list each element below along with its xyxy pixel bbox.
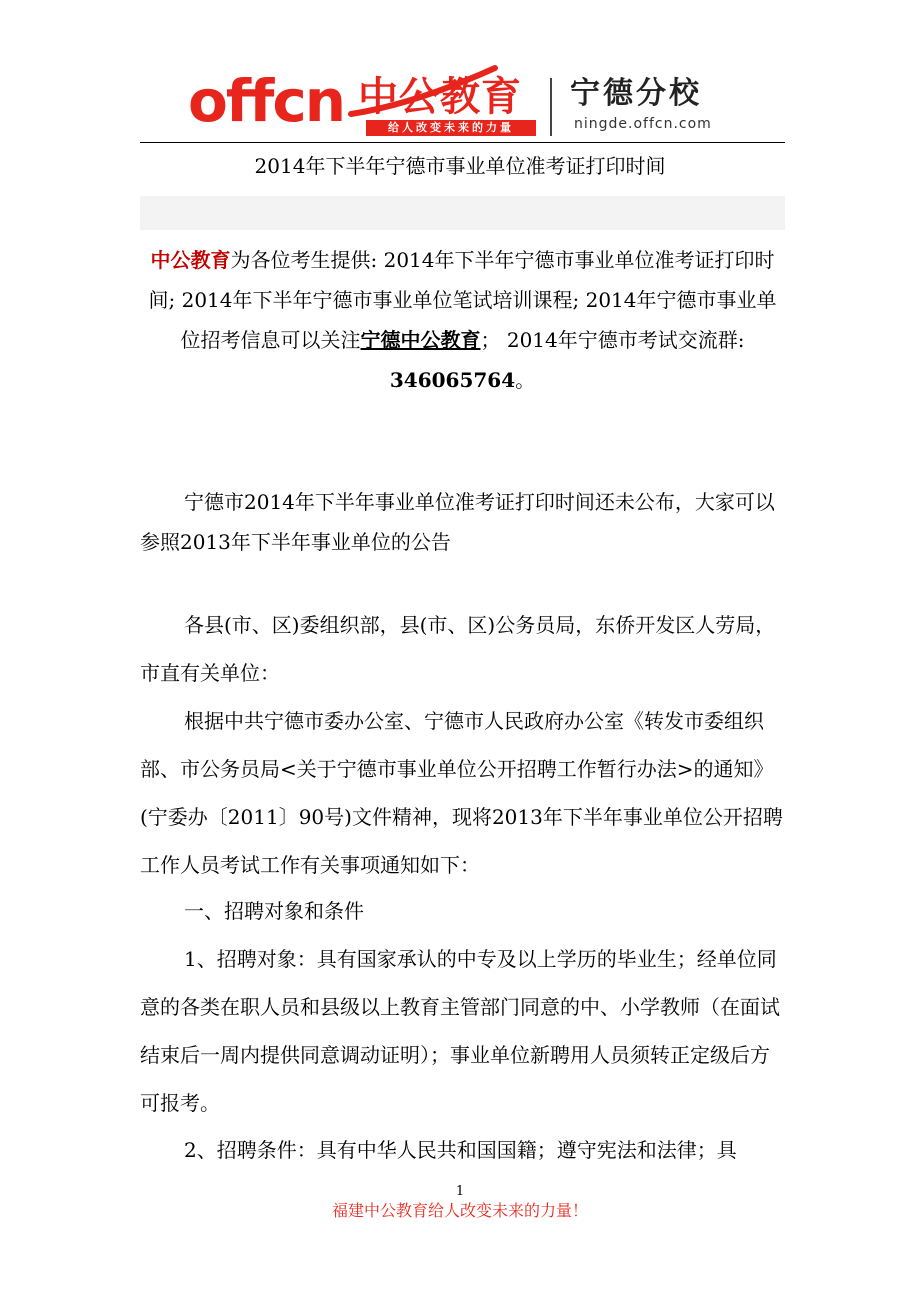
logo-slogan: 给人改变未来的力量	[366, 120, 536, 136]
page-number: 1	[455, 1184, 465, 1199]
shaded-band	[140, 196, 785, 230]
intro-end: 。	[515, 368, 536, 392]
recruitment-objects-paragraph: 1、招聘对象：具有国家承认的中专及以上学历的毕业生；经单位同意的各类在职人员和县级以上教育主管部门同意的中、小学教师（在面试结束后一周内提供同意调动证明）；事业单位新聘用人员须转正定级后方可报考。	[140, 947, 780, 1115]
header-divider	[550, 78, 552, 136]
header-logo-bar	[140, 60, 785, 142]
intro-paragraph	[140, 240, 785, 400]
logo-chinese-name: 中公教育	[358, 74, 522, 120]
wechat-link[interactable]: 宁德中公教育	[360, 328, 481, 352]
branch-url: ningde.offcn.com	[574, 116, 712, 132]
offcn-logo-wordmark: offcn	[188, 67, 344, 135]
brand-highlight: 中公教育	[150, 248, 231, 272]
notice-paragraph: 宁德市2014年下半年事业单位准考证打印时间还未公布，大家可以参照2013年下半年事业单位的公告	[140, 490, 775, 554]
intro-text-2: ； 2014年宁德市考试交流群:	[480, 328, 745, 352]
recruitment-conditions-paragraph: 2、招聘条件：具有中华人民共和国国籍；遵守宪法和法律；具	[184, 1138, 737, 1162]
qq-group-number: 346065764	[389, 368, 516, 392]
footer-slogan: 福建中公教育给人改变未来的力量！	[331, 1201, 588, 1220]
intro-text: 为各位考生提供: 2014年下半年宁德市事业单位准考证打印时间; 2014年下半年宁德市事业单位笔试培训课程; 2014年宁德市事业单位招考信息可以关注	[148, 248, 777, 352]
branch-name: 宁德分校	[570, 76, 702, 111]
document-title: 2014年下半年宁德市事业单位准考证打印时间	[254, 154, 666, 178]
basis-paragraph: 根据中共宁德市委办公室、宁德市人民政府办公室《转发市委组织部、市公务员局<关于宁德市事业单位公开招聘工作暂行办法>的通知》(宁委办〔2011〕90号)文件精神，现将2013年下半年事业单位公开招聘工作人员考试工作有关事项通知如下：	[140, 709, 783, 877]
section-heading-1: 一、招聘对象和条件	[184, 899, 364, 923]
addressees-paragraph: 各县(市、区)委组织部，县(市、区)公务员局，东侨开发区人劳局，市直有关单位：	[140, 613, 776, 685]
header-rule	[140, 142, 785, 143]
